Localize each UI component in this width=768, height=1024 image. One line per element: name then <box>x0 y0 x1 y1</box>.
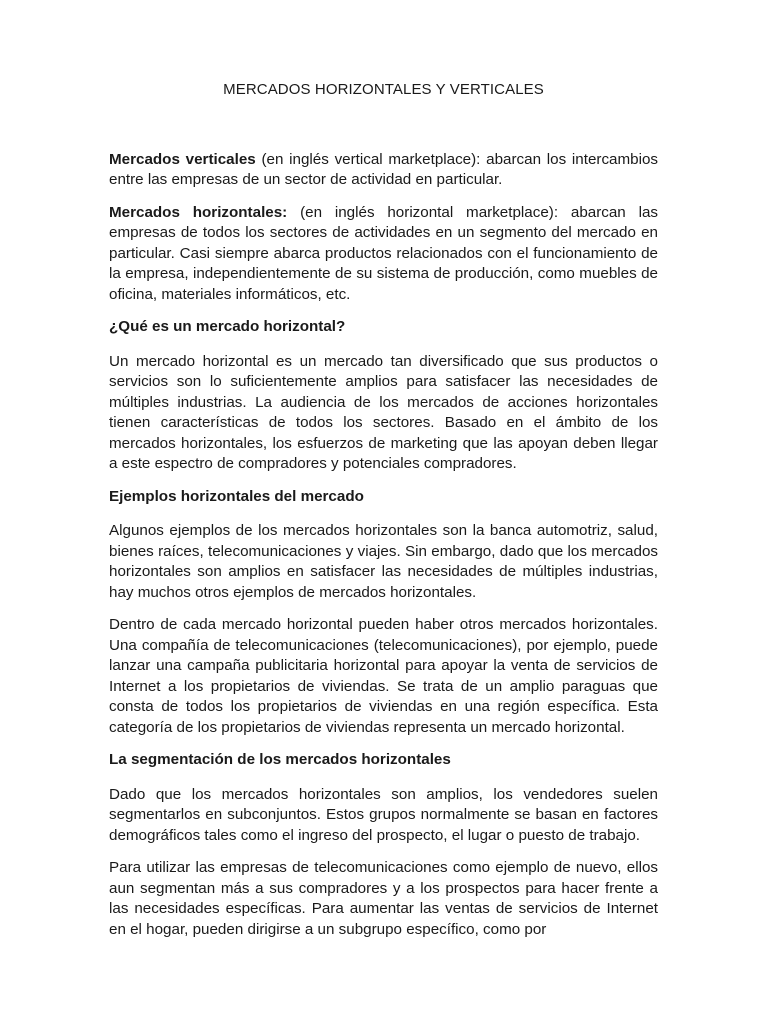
section-heading-examples: Ejemplos horizontales del mercado <box>109 487 364 505</box>
paragraph-segmentation-1: Dado que los mercados horizontales son amplios, los vendedores suelen segmentarlos en subconjuntos. Estos grupos normalmente se basan en factores demográficos tales como el ingreso del prospecto, el lugar o puesto de trabajo. <box>109 785 658 844</box>
paragraph-what-is: Un mercado horizontal es un mercado tan diversificado que sus productos o servicios son lo suficientemente amplios para satisfacer las necesidades de múltiples industrias. La audiencia de los mercados de acciones horizontales tienen características de todos los sectores. Basado en el ámbito de los mercados horizontales, los esfuerzos de marketing que las apoyan deben llegar a este espectro de compradores y potenciales compradores. <box>109 352 658 472</box>
section-heading-what-is: ¿Qué es un mercado horizontal? <box>109 318 346 335</box>
paragraph-examples-2: Dentro de cada mercado horizontal pueden haber otros mercados horizontales. Una compañía de telecomunicaciones (telecomunicaciones), por ejemplo, puede lanzar una campaña publicitaria horizontal para apoyar la venta de servicios de Internet a los propietarios de viviendas. Se trata de un amplio paraguas que consta de todos los propietarios de viviendas en una región específica. Esta categoría de los propietarios de viviendas representa un mercado horizontal. <box>109 616 658 736</box>
term-vertical: Mercados verticales <box>109 150 256 168</box>
document-page <box>109 80 658 952</box>
paragraph-segmentation-2: Para utilizar las empresas de telecomunicaciones como ejemplo de nuevo, ellos aun segmentan más a sus compradores y a los prospectos para hacer frente a las necesidades específicas. Para aumentar las ventas de servicios de Internet en el hogar, pueden dirigirse a un subgrupo específico, como por <box>109 859 658 938</box>
document-title: MERCADOS HORIZONTALES Y VERTICALES <box>223 81 544 98</box>
section-heading-segmentation: La segmentación de los mercados horizontales <box>109 751 451 768</box>
definition-vertical-text: (en inglés vertical marketplace): abarcan los intercambios entre las empresas de un sector de actividad en particular. <box>109 150 659 188</box>
paragraph-examples-1: Algunos ejemplos de los mercados horizontales son la banca automotriz, salud, bienes raíces, telecomunicaciones y viajes. Sin embargo, dado que los mercados horizontales son amplios en satisfacer las necesidades de múltiples industrias, hay muchos otros ejemplos de mercados horizontales. <box>109 522 658 601</box>
definition-vertical <box>109 150 658 191</box>
definition-horizontal-text: (en inglés horizontal marketplace): abarcan las empresas de todos los sectores de actividades en un segmento del mercado en particular. Casi siempre abarca productos relacionados con el funcionamiento de la empresa, independientemente de su sistema de producción, como muebles de oficina, materiales informáticos, etc. <box>109 203 658 303</box>
term-horizontal: Mercados horizontales: <box>109 203 288 221</box>
definition-horizontal <box>109 203 658 306</box>
